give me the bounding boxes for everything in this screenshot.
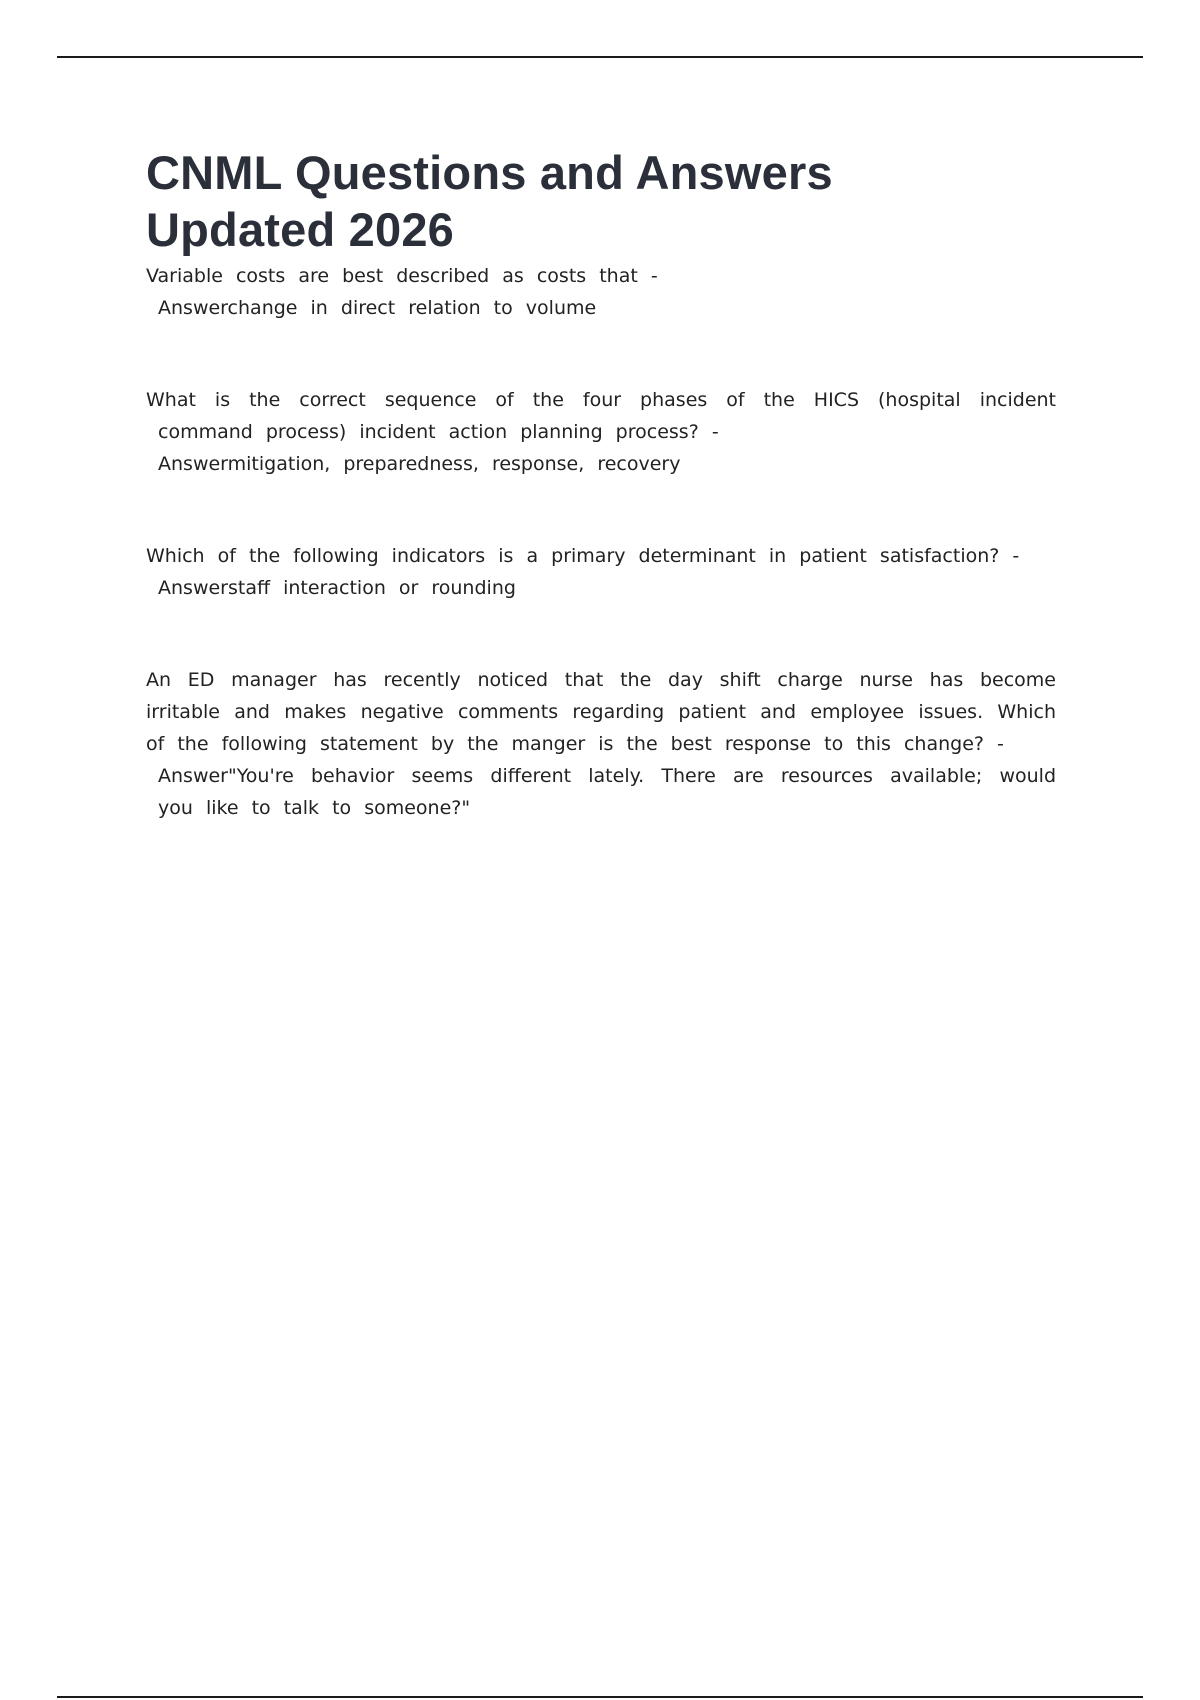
answer-text: Answer"You're behavior seems different lately. There are resources available; would you like to talk to someone?"	[158, 765, 1056, 819]
qa-item	[146, 384, 1056, 480]
document-body	[146, 144, 1056, 824]
question-text: What is the correct sequence of the four phases of the HICS (hospital incident command process) incident action planning process? -	[146, 389, 1056, 443]
question-text: Variable costs are best described as costs that -	[146, 265, 658, 287]
qa-item	[146, 260, 1056, 324]
top-rule	[57, 56, 1143, 58]
qa-item	[146, 540, 1056, 604]
title-line-1: CNML Questions and Answers	[146, 146, 833, 199]
document-title	[146, 144, 1056, 258]
answer-text: Answerstaff interaction or rounding	[158, 577, 516, 599]
bottom-rule	[57, 1696, 1143, 1698]
answer-text: Answermitigation, preparedness, response, recovery	[158, 453, 681, 475]
answer-text: Answerchange in direct relation to volume	[158, 297, 597, 319]
question-text: An ED manager has recently noticed that the day shift charge nurse has become irritable and makes negative comments regarding patient and employee issues. Which of the following statement by the manger is the best response to this change? -	[146, 669, 1056, 755]
title-line-2: Updated 2026	[146, 203, 455, 256]
question-text: Which of the following indicators is a primary determinant in patient satisfaction? -	[146, 545, 1020, 567]
qa-item	[146, 664, 1056, 824]
